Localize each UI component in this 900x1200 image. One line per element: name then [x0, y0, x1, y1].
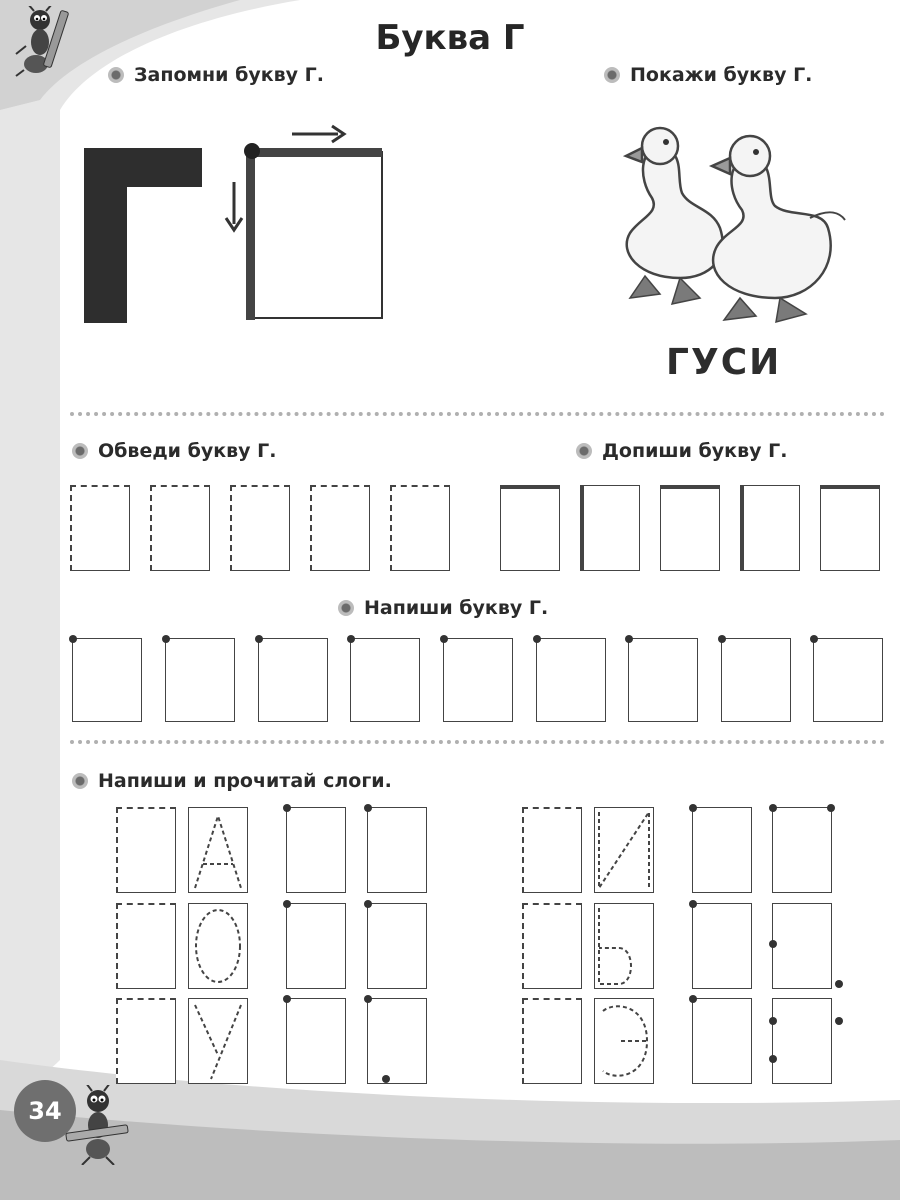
trace-box[interactable] [150, 485, 210, 571]
task-complete [576, 440, 787, 462]
write-box[interactable] [813, 638, 883, 722]
write-box[interactable] [72, 638, 142, 722]
syllable-write-box[interactable] [286, 807, 346, 893]
write-box[interactable] [258, 638, 328, 722]
picture-word: ГУСИ [666, 342, 782, 383]
geese-illustration [600, 108, 850, 328]
syllable-write-box[interactable] [692, 807, 752, 893]
trace-box[interactable] [230, 485, 290, 571]
syllable-write-box[interactable] [286, 903, 346, 989]
syllable-trace-vowel[interactable] [594, 807, 654, 893]
task-syllables-label: Напиши и прочитай слоги. [98, 770, 392, 792]
task-show [604, 64, 812, 86]
bullet-icon [108, 67, 124, 83]
trace-box[interactable] [310, 485, 370, 571]
write-box[interactable] [536, 638, 606, 722]
bullet-icon [576, 443, 592, 459]
complete-box[interactable] [820, 485, 880, 571]
complete-box[interactable] [740, 485, 800, 571]
dotted-letter-o [189, 904, 247, 988]
syllable-trace-g[interactable] [116, 998, 176, 1084]
task-remember [108, 64, 324, 86]
dotted-divider [70, 412, 885, 416]
syllable-trace-vowel[interactable] [188, 998, 248, 1084]
bullet-icon [338, 600, 354, 616]
stroke-order-diagram [220, 120, 390, 330]
write-box[interactable] [721, 638, 791, 722]
task-write [338, 597, 548, 619]
syllable-write-box[interactable] [772, 807, 832, 893]
syllable-write-box[interactable] [692, 903, 752, 989]
big-letter-g [80, 145, 210, 325]
syllable-trace-g[interactable] [116, 903, 176, 989]
write-box[interactable] [165, 638, 235, 722]
syllable-write-box[interactable] [367, 998, 427, 1084]
syllable-write-box[interactable] [772, 998, 832, 1084]
arrow-right-icon [292, 126, 344, 142]
complete-box[interactable] [660, 485, 720, 571]
task-syllables [72, 770, 392, 792]
syllable-trace-vowel[interactable] [188, 903, 248, 989]
complete-box[interactable] [580, 485, 640, 571]
trace-box[interactable] [70, 485, 130, 571]
trace-box[interactable] [390, 485, 450, 571]
page-title: Буква Г [375, 18, 525, 58]
syllable-trace-vowel[interactable] [594, 903, 654, 989]
task-show-label: Покажи букву Г. [630, 64, 813, 86]
syllable-write-box[interactable] [367, 903, 427, 989]
syllable-trace-g[interactable] [522, 998, 582, 1084]
syllable-trace-g[interactable] [522, 903, 582, 989]
dotted-letter-e [595, 999, 653, 1083]
bullet-icon [72, 773, 88, 789]
task-trace-label: Обведи букву Г. [98, 440, 277, 462]
page-number: 34 [28, 1097, 62, 1125]
syllable-write-box[interactable] [692, 998, 752, 1084]
syllable-write-box[interactable] [772, 903, 832, 989]
dotted-letter-a [189, 808, 247, 892]
syllable-trace-vowel[interactable] [594, 998, 654, 1084]
ant-with-pencil-icon [62, 1085, 132, 1165]
write-box[interactable] [628, 638, 698, 722]
write-box[interactable] [443, 638, 513, 722]
dotted-letter-i [595, 808, 653, 892]
bullet-icon [604, 67, 620, 83]
task-remember-label: Запомни букву Г. [134, 64, 324, 86]
syllable-write-box[interactable] [367, 807, 427, 893]
task-write-label: Напиши букву Г. [364, 597, 549, 619]
complete-box[interactable] [500, 485, 560, 571]
syllable-trace-vowel[interactable] [188, 807, 248, 893]
syllable-trace-g[interactable] [522, 807, 582, 893]
bullet-icon [72, 443, 88, 459]
arrow-down-icon [226, 182, 242, 230]
syllable-write-box[interactable] [286, 998, 346, 1084]
dotted-letter-u [189, 999, 247, 1083]
task-complete-label: Допиши букву Г. [602, 440, 788, 462]
syllable-trace-g[interactable] [116, 807, 176, 893]
write-box[interactable] [350, 638, 420, 722]
dotted-divider [70, 740, 885, 744]
task-trace [72, 440, 277, 462]
dotted-letter-y [595, 904, 653, 988]
